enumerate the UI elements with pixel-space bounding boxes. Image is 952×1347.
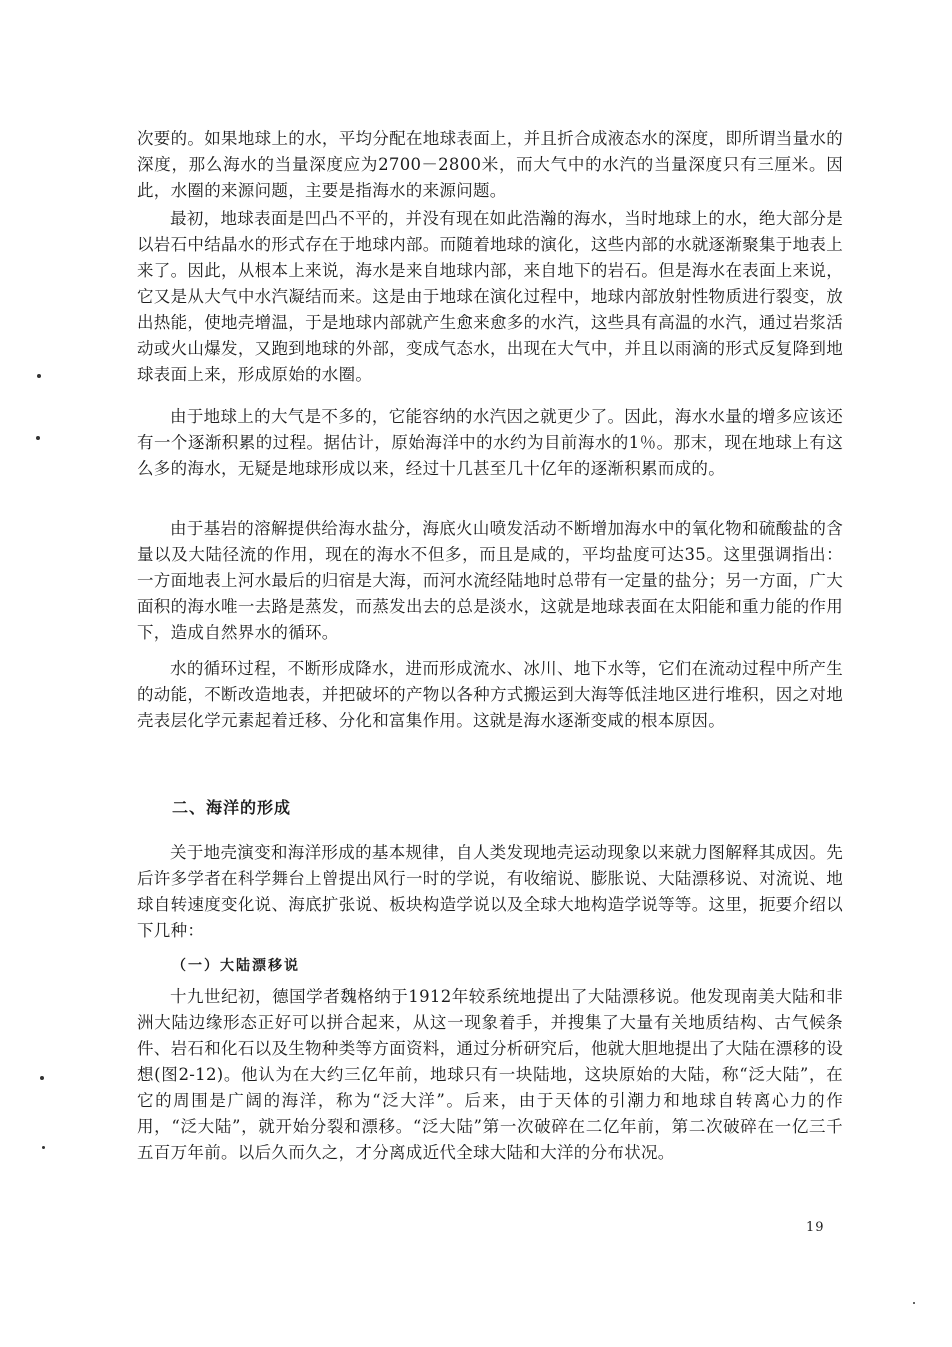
paragraph-text: 次要的。如果地球上的水，平均分配在地球表面上，并且折合成液态水的深度，即所谓当量水的深度，那么海水的当量深度应为2700－2800米，而大气中的水汽的当量深度只有三厘米。因此，水圈的来源问题，主要是指海水的来源问题。 — [137, 129, 843, 200]
subsection-heading: （一）大陆漂移说 — [172, 958, 300, 974]
section-heading: 二、海洋的形成 — [172, 798, 292, 817]
paragraph-origin-of-water — [137, 206, 843, 388]
paragraph-salinity — [137, 516, 843, 646]
paragraph-text: 十九世纪初，德国学者魏格纳于1912年较系统地提出了大陆漂移说。他发现南美大陆和非洲大陆边缘形态正好可以拼合起来，从这一现象着手，并搜集了大量有关地质结构、古气候条件、岩石和化石以及生物种类等方面资料，通过分析研究后，他就大胆地提出了大陆在漂移的设想(图2-12)。他认为在大约三亿年前，地球只有一块陆地，这块原始的大陆，称“泛大陆”，在它的周围是广阔的海洋，称为“泛大洋”。后来，由于天体的引潮力和地球自转离心力的作用，“泛大陆”，就开始分裂和漂移。“泛大陆”第一次破碎在二亿年前，第二次破碎在一亿三千五百万年前。以后久而久之，才分离成近代全球大陆和大洋的分布状况。 — [137, 987, 843, 1162]
scan-speck — [913, 1302, 915, 1304]
paragraph-text: 由于地球上的大气是不多的，它能容纳的水汽因之就更少了。因此，海水水量的增多应该还有一个逐渐积累的过程。据估计，原始海洋中的水约为目前海水的1％。那末，现在地球上有这么多的海水，无疑是地球形成以来，经过十几甚至几十亿年的逐渐积累而成的。 — [137, 407, 843, 478]
paragraph-section-intro — [137, 840, 843, 944]
scan-speck — [40, 1076, 44, 1080]
paragraph-continental-drift — [137, 984, 843, 1166]
page-number: 19 — [806, 1220, 825, 1235]
scan-speck — [36, 436, 40, 440]
paragraph-water-cycle — [137, 656, 843, 734]
paragraph-text: 关于地壳演变和海洋形成的基本规律，自人类发现地壳运动现象以来就力图解释其成因。先后许多学者在科学舞台上曾提出风行一时的学说，有收缩说、膨胀说、大陆漂移说、对流说、地球自转速度变化说、海底扩张说、板块构造学说以及全球大地构造学说等等。这里，扼要介绍以下几种： — [137, 843, 843, 940]
paragraph-text: 由于基岩的溶解提供给海水盐分，海底火山喷发活动不断增加海水中的氧化物和硫酸盐的含量以及大陆径流的作用，现在的海水不但多，而且是咸的，平均盐度可达35。这里强调指出：一方面地表上河水最后的归宿是大海，而河水流经陆地时总带有一定量的盐分；另一方面，广大面积的海水唯一去路是蒸发，而蒸发出去的总是淡水，这就是地球表面在太阳能和重力能的作用下，造成自然界水的循环。 — [137, 519, 843, 642]
paragraph-text: 最初，地球表面是凹凸不平的，并没有现在如此浩瀚的海水，当时地球上的水，绝大部分是以岩石中结晶水的形式存在于地球内部。而随着地球的演化，这些内部的水就逐渐聚集于地表上来了。因此，从根本上来说，海水是来自地球内部，来自地下的岩石。但是海水在表面上来说，它又是从大气中水汽凝结而来。这是由于地球在演化过程中，地球内部放射性物质进行裂变，放出热能，使地壳增温，于是地球内部就产生愈来愈多的水汽，这些具有高温的水汽，通过岩浆活动或火山爆发，又跑到地球的外部，变成气态水，出现在大气中，并且以雨滴的形式反复降到地球表面上来，形成原始的水圈。 — [137, 209, 843, 384]
scan-speck — [37, 374, 41, 378]
paragraph-accumulation — [137, 404, 843, 482]
paragraph-water-depth — [137, 126, 843, 204]
scan-speck — [42, 1146, 45, 1149]
paragraph-text: 水的循环过程，不断形成降水，进而形成流水、冰川、地下水等，它们在流动过程中所产生的动能，不断改造地表，并把破坏的产物以各种方式搬运到大海等低洼地区进行堆积，因之对地壳表层化学元素起着迁移、分化和富集作用。这就是海水逐渐变咸的根本原因。 — [137, 659, 843, 730]
